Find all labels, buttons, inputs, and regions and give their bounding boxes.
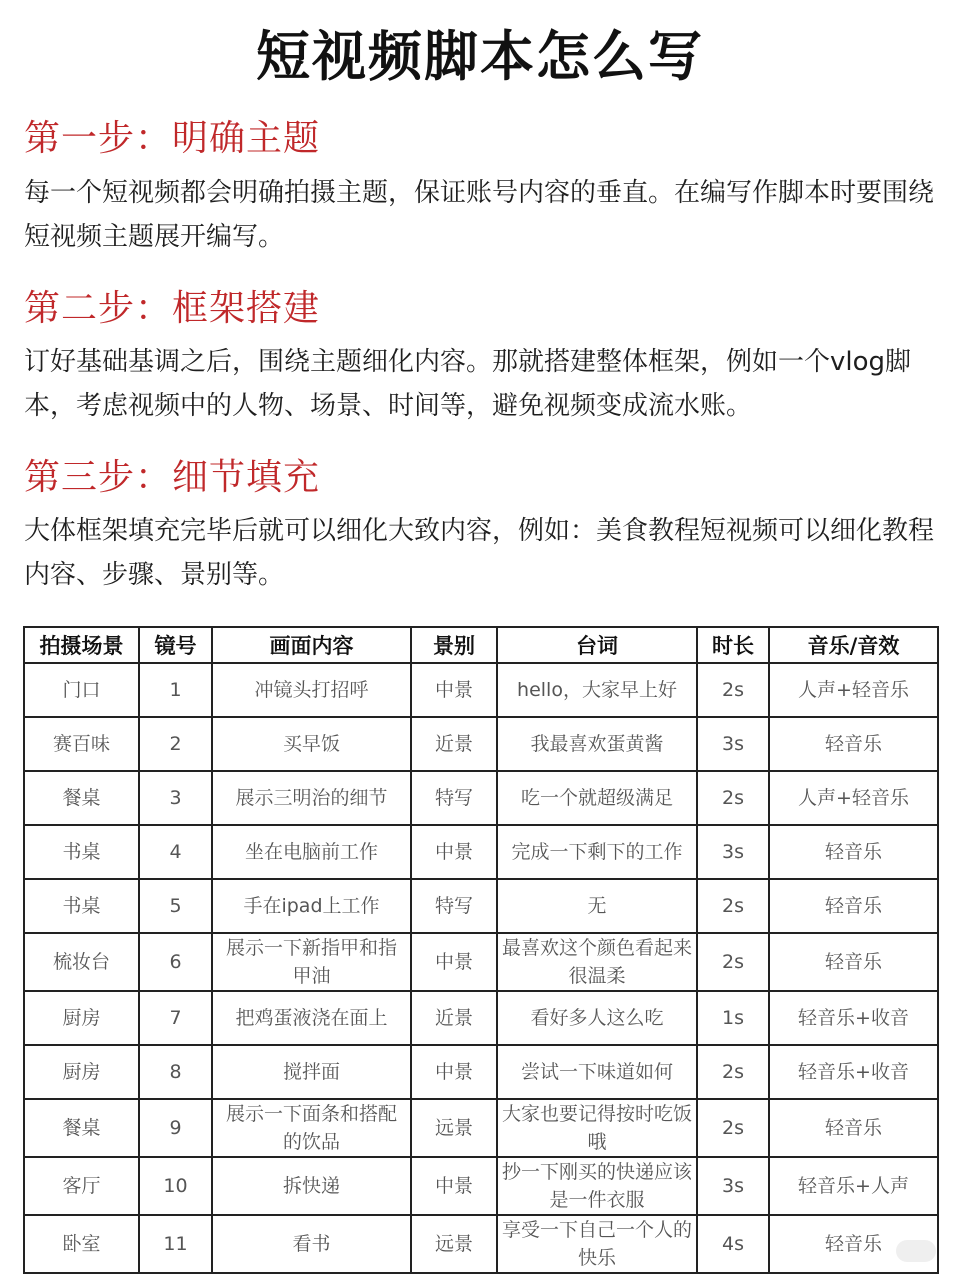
table-cell: 中景 — [411, 1157, 497, 1215]
table-cell: 远景 — [411, 1099, 497, 1157]
column-header: 音乐/音效 — [769, 627, 938, 663]
table-cell: 完成一下剩下的工作 — [497, 825, 697, 879]
table-row — [24, 1099, 938, 1157]
table-cell: 享受一下自己一个人的快乐 — [497, 1215, 697, 1273]
table-cell: 轻音乐 — [769, 1215, 938, 1273]
column-header: 时长 — [697, 627, 769, 663]
table-row — [24, 717, 938, 771]
table-cell: 最喜欢这个颜色看起来很温柔 — [497, 933, 697, 991]
table-cell: 梳妆台 — [24, 933, 139, 991]
table-cell: 轻音乐 — [769, 933, 938, 991]
table-cell: 餐桌 — [24, 771, 139, 825]
table-cell: 9 — [139, 1099, 212, 1157]
watermark-badge — [896, 1240, 936, 1262]
script-table — [23, 626, 939, 1274]
table-cell: 轻音乐 — [769, 1099, 938, 1157]
table-cell: 坐在电脑前工作 — [212, 825, 411, 879]
table-cell: 轻音乐 — [769, 717, 938, 771]
table-cell: 3s — [697, 1157, 769, 1215]
table-cell: 3s — [697, 717, 769, 771]
table-cell: 厨房 — [24, 1045, 139, 1099]
table-cell: 2 — [139, 717, 212, 771]
table-row — [24, 1045, 938, 1099]
table-cell: 2s — [697, 1045, 769, 1099]
table-cell: 7 — [139, 991, 212, 1045]
table-cell: 4 — [139, 825, 212, 879]
table-cell: 3 — [139, 771, 212, 825]
column-header: 拍摄场景 — [24, 627, 139, 663]
table-cell: 搅拌面 — [212, 1045, 411, 1099]
table-cell: 赛百味 — [24, 717, 139, 771]
table-cell: 厨房 — [24, 991, 139, 1045]
table-cell: 2s — [697, 663, 769, 717]
column-header: 镜号 — [139, 627, 212, 663]
table-cell: 买早饭 — [212, 717, 411, 771]
table-cell: 特写 — [411, 771, 497, 825]
table-cell: 门口 — [24, 663, 139, 717]
table-cell: 特写 — [411, 879, 497, 933]
table-cell: 11 — [139, 1215, 212, 1273]
table-cell: 展示三明治的细节 — [212, 771, 411, 825]
table-cell: 中景 — [411, 825, 497, 879]
table-cell: 卧室 — [24, 1215, 139, 1273]
table-cell: 无 — [497, 879, 697, 933]
table-cell: 2s — [697, 1099, 769, 1157]
step-3-heading: 第三步：细节填充 — [24, 457, 321, 498]
table-cell: 近景 — [411, 991, 497, 1045]
table-row — [24, 1215, 938, 1273]
table-cell: 轻音乐 — [769, 825, 938, 879]
table-cell: 餐桌 — [24, 1099, 139, 1157]
table-row — [24, 825, 938, 879]
table-cell: 手在ipad上工作 — [212, 879, 411, 933]
table-row — [24, 879, 938, 933]
step-1-heading: 第一步：明确主题 — [24, 118, 321, 159]
step-2-body: 订好基础基调之后，围绕主题细化内容。那就搭建整体框架，例如一个vlog脚本，考虑视频中的人物、场景、时间等，避免视频变成流水账。 — [24, 347, 912, 421]
table-cell: 轻音乐 — [769, 879, 938, 933]
table-cell: 大家也要记得按时吃饭哦 — [497, 1099, 697, 1157]
table-cell: 8 — [139, 1045, 212, 1099]
table-row — [24, 991, 938, 1045]
table-cell: 我最喜欢蛋黄酱 — [497, 717, 697, 771]
table-cell: 1 — [139, 663, 212, 717]
table-cell: 中景 — [411, 663, 497, 717]
table-cell: 客厅 — [24, 1157, 139, 1215]
table-cell: 人声+轻音乐 — [769, 663, 938, 717]
column-header: 画面内容 — [212, 627, 411, 663]
column-header: 台词 — [497, 627, 697, 663]
table-row — [24, 933, 938, 991]
table-cell: 冲镜头打招呼 — [212, 663, 411, 717]
table-cell: 远景 — [411, 1215, 497, 1273]
table-cell: 1s — [697, 991, 769, 1045]
page-title: 短视频脚本怎么写 — [256, 25, 704, 88]
table-cell: 书桌 — [24, 825, 139, 879]
table-cell: 近景 — [411, 717, 497, 771]
table-cell: 2s — [697, 771, 769, 825]
table-cell: 轻音乐+收音 — [769, 1045, 938, 1099]
table-cell: 展示一下面条和搭配的饮品 — [212, 1099, 411, 1157]
table-cell: 轻音乐+人声 — [769, 1157, 938, 1215]
table-cell: 10 — [139, 1157, 212, 1215]
table-cell: 中景 — [411, 1045, 497, 1099]
table-cell: 展示一下新指甲和指甲油 — [212, 933, 411, 991]
table-cell: 4s — [697, 1215, 769, 1273]
table-cell: 看书 — [212, 1215, 411, 1273]
column-header: 景别 — [411, 627, 497, 663]
step-2-heading: 第二步：框架搭建 — [24, 288, 321, 329]
table-cell: 抄一下刚买的快递应该是一件衣服 — [497, 1157, 697, 1215]
table-header-row — [24, 627, 938, 663]
table-cell: 看好多人这么吃 — [497, 991, 697, 1045]
table-row — [24, 771, 938, 825]
table-cell: 把鸡蛋液浇在面上 — [212, 991, 411, 1045]
table-cell: 5 — [139, 879, 212, 933]
table-cell: 拆快递 — [212, 1157, 411, 1215]
table-cell: 6 — [139, 933, 212, 991]
step-3-body: 大体框架填充完毕后就可以细化大致内容，例如：美食教程短视频可以细化教程内容、步骤、景别等。 — [24, 516, 935, 590]
table-row — [24, 1157, 938, 1215]
table-cell: 3s — [697, 825, 769, 879]
table-cell: 书桌 — [24, 879, 139, 933]
table-cell: 尝试一下味道如何 — [497, 1045, 697, 1099]
table-cell: hello，大家早上好 — [497, 663, 697, 717]
table-row — [24, 663, 938, 717]
table-cell: 轻音乐+收音 — [769, 991, 938, 1045]
table-cell: 吃一个就超级满足 — [497, 771, 697, 825]
table-cell: 人声+轻音乐 — [769, 771, 938, 825]
table-cell: 2s — [697, 933, 769, 991]
table-cell: 中景 — [411, 933, 497, 991]
table-cell: 2s — [697, 879, 769, 933]
table-body — [24, 663, 938, 1273]
step-1-body: 每一个短视频都会明确拍摄主题，保证账号内容的垂直。在编写作脚本时要围绕短视频主题展开编写。 — [24, 178, 935, 252]
